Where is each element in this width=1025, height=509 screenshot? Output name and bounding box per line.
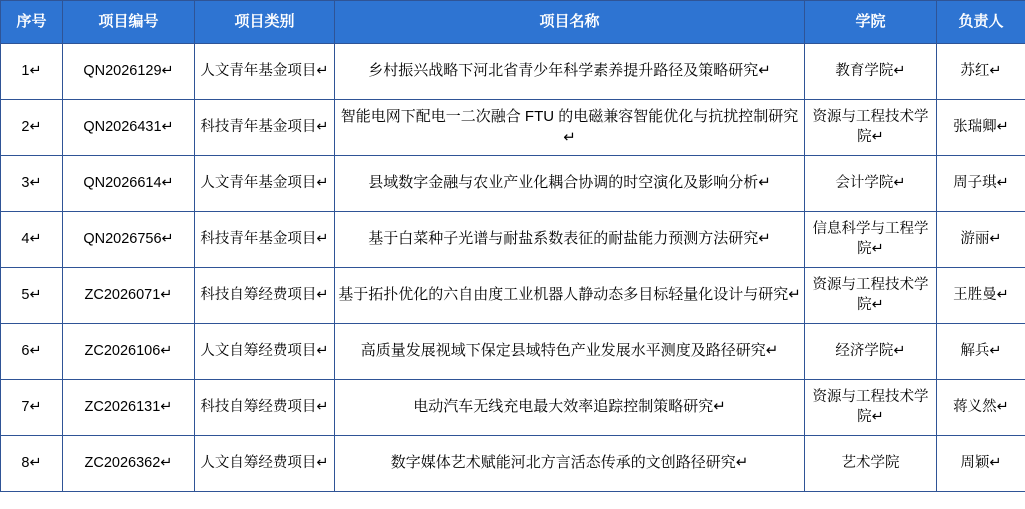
column-header-name: 项目名称 [335,1,805,44]
cell-college: 资源与工程技术学院↵ [805,380,937,436]
cell-category: 科技青年基金项目↵ [195,212,335,268]
column-header-no: 序号 [1,1,63,44]
cell-leader: 周颖↵ [937,436,1025,492]
cell-category: 人文自筹经费项目↵ [195,436,335,492]
cell-code: QN2026431↵ [63,100,195,156]
cell-no: 8↵ [1,436,63,492]
cell-leader: 周子琪↵ [937,156,1025,212]
cell-no: 2↵ [1,100,63,156]
column-header-leader: 负责人 [937,1,1025,44]
cell-college: 信息科学与工程学院↵ [805,212,937,268]
cell-college: 资源与工程技术学院↵ [805,100,937,156]
cell-college: 会计学院↵ [805,156,937,212]
cell-no: 4↵ [1,212,63,268]
cell-code: QN2026614↵ [63,156,195,212]
cell-no: 5↵ [1,268,63,324]
cell-leader: 游丽↵ [937,212,1025,268]
cell-category: 人文青年基金项目↵ [195,44,335,100]
cell-name: 基于白菜种子光谱与耐盐系数表征的耐盐能力预测方法研究↵ [335,212,805,268]
cell-category: 人文青年基金项目↵ [195,156,335,212]
table-row [1,100,1025,156]
cell-leader: 苏红↵ [937,44,1025,100]
cell-leader: 蒋义然↵ [937,380,1025,436]
table-row [1,44,1025,100]
table-row [1,324,1025,380]
cell-college: 艺术学院 [805,436,937,492]
cell-code: ZC2026106↵ [63,324,195,380]
cell-leader: 王胜曼↵ [937,268,1025,324]
cell-name: 电动汽车无线充电最大效率追踪控制策略研究↵ [335,380,805,436]
table-row [1,436,1025,492]
column-header-college: 学院 [805,1,937,44]
cell-college: 教育学院↵ [805,44,937,100]
cell-leader: 解兵↵ [937,324,1025,380]
cell-no: 6↵ [1,324,63,380]
table-row [1,268,1025,324]
cell-category: 科技自筹经费项目↵ [195,268,335,324]
cell-category: 科技青年基金项目↵ [195,100,335,156]
cell-name: 基于拓扑优化的六自由度工业机器人静动态多目标轻量化设计与研究↵ [335,268,805,324]
table-row [1,212,1025,268]
cell-name: 高质量发展视域下保定县域特色产业发展水平测度及路径研究↵ [335,324,805,380]
cell-name: 数字媒体艺术赋能河北方言活态传承的文创路径研究↵ [335,436,805,492]
cell-name: 县域数字金融与农业产业化耦合协调的时空演化及影响分析↵ [335,156,805,212]
cell-college: 经济学院↵ [805,324,937,380]
cell-name: 智能电网下配电一二次融合 FTU 的电磁兼容智能优化与抗扰控制研究↵ [335,100,805,156]
cell-code: ZC2026362↵ [63,436,195,492]
cell-name: 乡村振兴战略下河北省青少年科学素养提升路径及策略研究↵ [335,44,805,100]
column-header-code: 项目编号 [63,1,195,44]
cell-code: QN2026756↵ [63,212,195,268]
table-row [1,156,1025,212]
cell-no: 1↵ [1,44,63,100]
cell-code: QN2026129↵ [63,44,195,100]
table-header-row [1,1,1025,44]
table-row [1,380,1025,436]
column-header-category: 项目类别 [195,1,335,44]
cell-no: 3↵ [1,156,63,212]
cell-category: 科技自筹经费项目↵ [195,380,335,436]
cell-no: 7↵ [1,380,63,436]
table-header [1,1,1025,44]
table-body [1,44,1025,492]
cell-leader: 张瑞卿↵ [937,100,1025,156]
cell-college: 资源与工程技术学院↵ [805,268,937,324]
cell-code: ZC2026071↵ [63,268,195,324]
cell-code: ZC2026131↵ [63,380,195,436]
cell-category: 人文自筹经费项目↵ [195,324,335,380]
